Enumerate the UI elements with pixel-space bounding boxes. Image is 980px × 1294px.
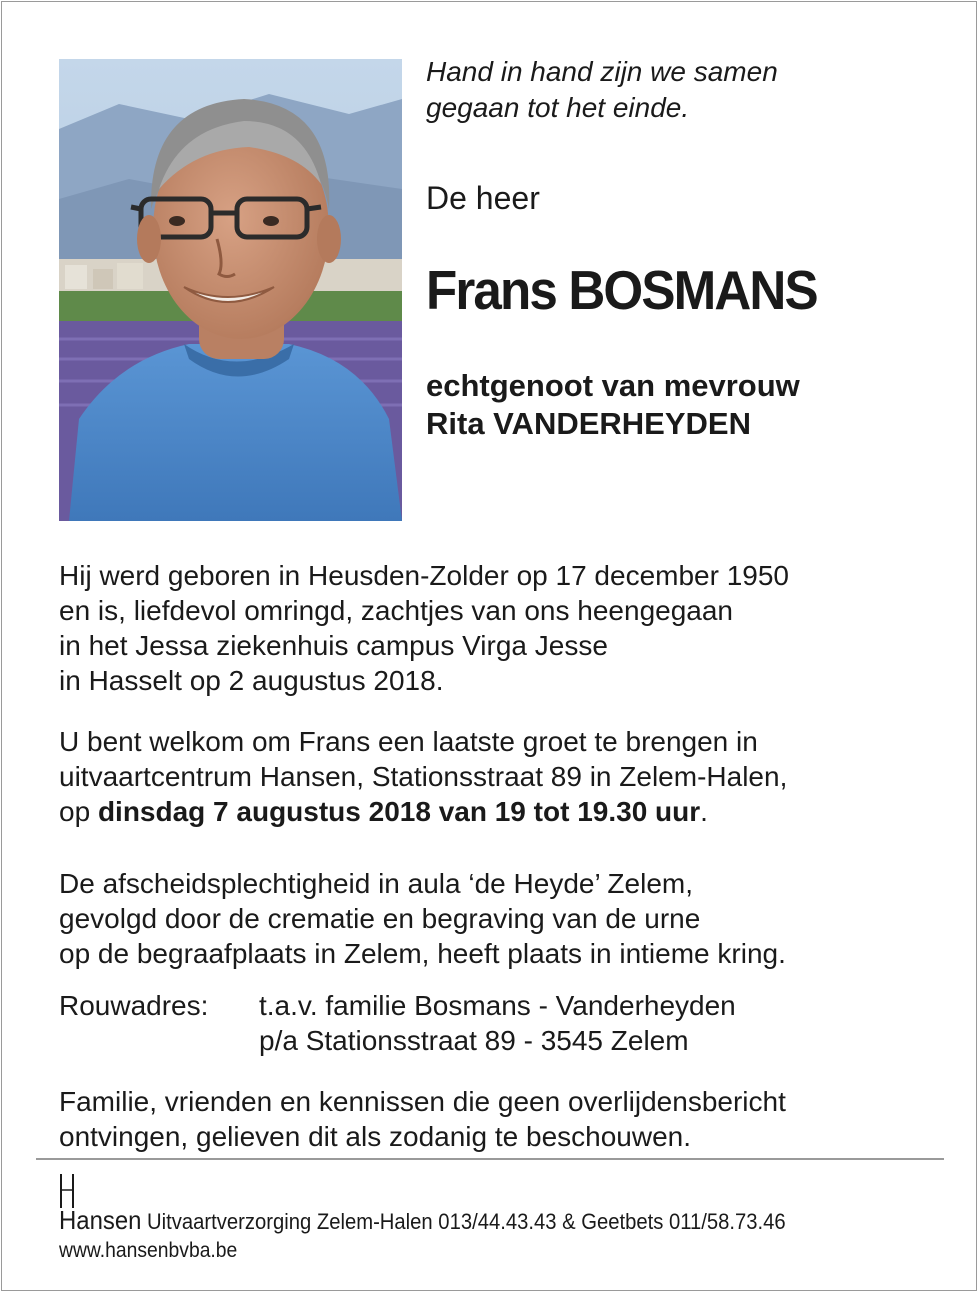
birth-line: Hij werd geboren in Heusden-Zolder op 17 december 1950 [59,560,789,591]
ceremony-line: op de begraafplaats in Zelem, heeft plaats in intieme kring. [59,938,786,969]
ceremony-paragraph [59,866,786,971]
footer-company-line [59,1206,786,1236]
ceremony-line: De afscheidsplechtigheid in aula ‘de Heyde’ Zelem, [59,868,693,899]
portrait-illustration [59,59,402,521]
quote-line-1: Hand in hand zijn we samen [426,56,778,87]
visit-datetime: dinsdag 7 augustus 2018 van 19 tot 19.30 uur [97,796,701,827]
footer-brand: Hansen [59,1205,142,1235]
opening-quote [426,54,778,126]
footer-website-link[interactable]: www.hansenbvba.be [59,1239,238,1262]
quote-line-2: gegaan tot het einde. [426,92,690,123]
visit-suffix: . [700,796,708,827]
address-line-2: p/a Stationsstraat 89 - 3545 Zelem [259,1025,689,1056]
ceremony-line: gevolgd door de crematie en begraving van de urne [59,903,701,934]
visit-prefix: op [59,796,98,827]
visit-line-1: U bent welkom om Frans een laatste groet te brengen in [59,726,758,757]
footer-details: Uitvaartverzorging Zelem-Halen 013/44.43.43 & Geetbets 011/58.73.46 [146,1209,786,1234]
address-row-2 [59,1023,736,1058]
spouse-line-2: Rita VANDERHEYDEN [426,406,751,441]
birth-line: in het Jessa ziekenhuis campus Virga Jesse [59,630,608,661]
mourning-address [59,988,736,1058]
birth-line: in Hasselt op 2 augustus 2018. [59,665,444,696]
birth-line: en is, liefdevol omringd, zachtjes van ons heengegaan [59,595,733,626]
birth-paragraph [59,558,789,698]
deceased-name: Frans BOSMANS [426,259,817,321]
address-line-1: t.a.v. familie Bosmans - Vanderheyden [259,990,736,1021]
note-line: Familie, vrienden en kennissen die geen overlijdensbericht [59,1086,786,1117]
portrait-photo [59,59,402,521]
visit-paragraph [59,724,787,829]
spouse-block [426,367,800,443]
title-prefix: De heer [426,180,540,216]
note-line: ontvingen, gelieven dit als zodanig te beschouwen. [59,1121,691,1152]
address-label: Rouwadres: [59,990,209,1021]
closing-note [59,1084,786,1154]
visit-line-2: uitvaartcentrum Hansen, Stationsstraat 89 in Zelem-Halen, [59,761,788,792]
address-row-1 [59,988,736,1023]
footer-divider [36,1158,944,1160]
spouse-line-1: echtgenoot van mevrouw [426,368,800,403]
visit-line-3 [59,794,787,829]
